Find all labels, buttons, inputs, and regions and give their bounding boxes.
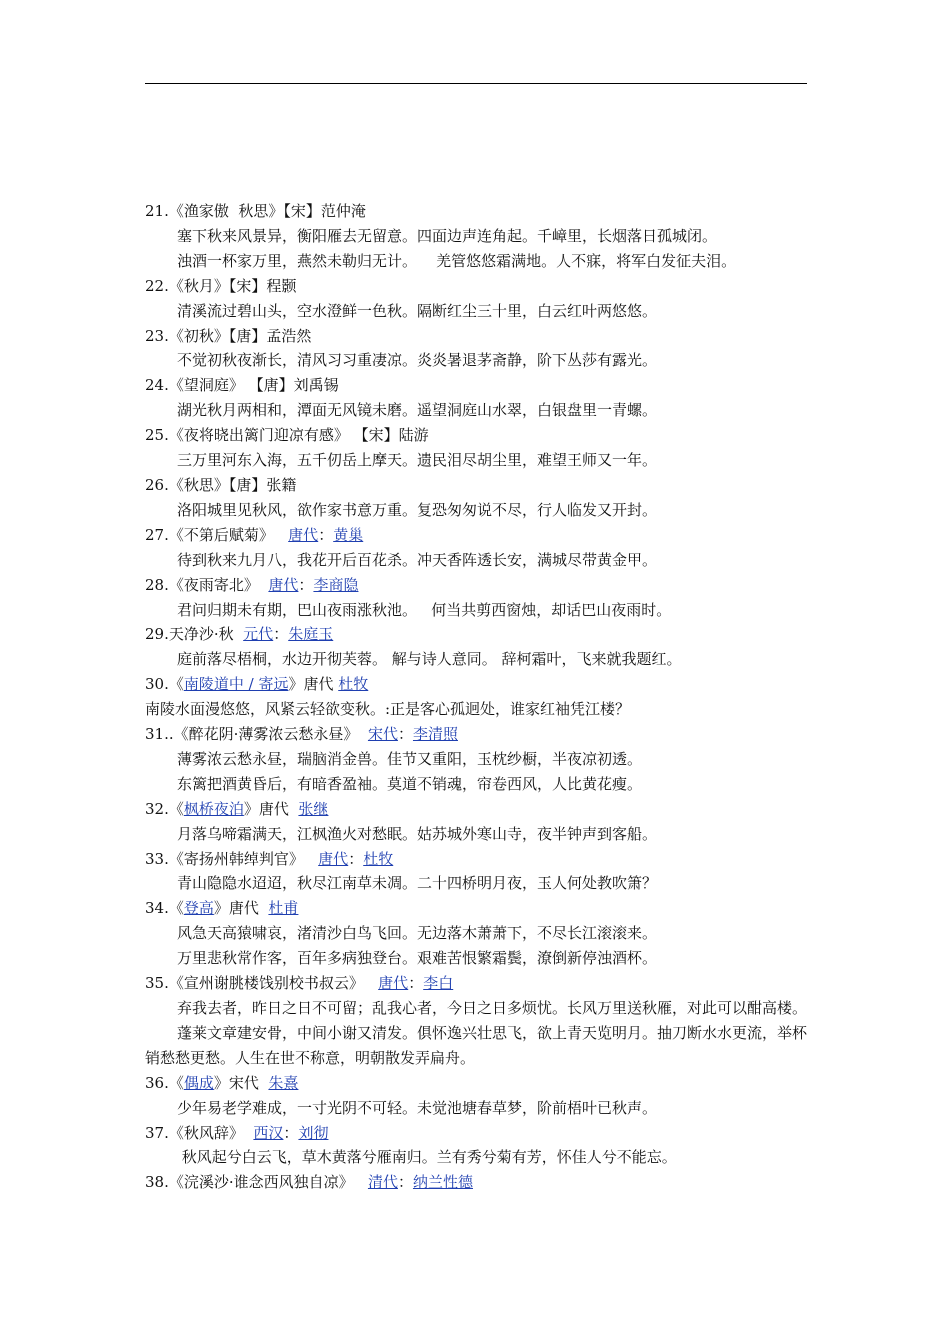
author-link[interactable]: 登高 (183, 899, 214, 918)
poem-line (145, 1096, 813, 1121)
text-segment: 》宋代 (213, 1073, 269, 1092)
author-link[interactable]: 杜牧 (363, 849, 394, 868)
poem-title (145, 423, 813, 448)
poem-title (145, 797, 813, 822)
poem-title (145, 324, 813, 349)
author-link[interactable]: 元代 (243, 625, 274, 644)
text-segment: 36.《 (145, 1073, 184, 1092)
author-link[interactable]: 唐代 (268, 575, 299, 594)
poem-title (145, 847, 813, 872)
poem-line (145, 224, 813, 249)
author-link[interactable]: 张继 (298, 799, 329, 818)
text-segment: 不觉初秋夜渐长，清风习习重凄凉。炎炎暑退茅斋静，阶下丛莎有露光。 (177, 351, 658, 370)
text-segment: ： (348, 849, 364, 868)
text-segment: 弃我去者，昨日之日不可留；乱我心者，今日之日多烦忧。长风万里送秋雁，对此可以酣高楼。 (177, 999, 808, 1017)
text-segment: 庭前落尽梧桐，水边开彻芙蓉。 解与诗人意同。 辞柯霜叶，飞来就我题红。 (177, 650, 682, 669)
poem-line (145, 498, 813, 523)
text-segment: ： (298, 575, 314, 594)
text-segment: ： (273, 625, 289, 644)
text-segment: 》唐代 (213, 899, 269, 918)
poem-title (145, 523, 813, 548)
poem-title (145, 573, 813, 598)
poem-line (145, 398, 813, 423)
text-segment: 28.《夜雨寄北》 (145, 575, 269, 594)
text-segment: 34.《 (145, 899, 184, 918)
text-segment: 青山隐隐水迢迢，秋尽江南草未凋。二十四桥明月夜，玉人何处教吹箫？ (177, 874, 658, 893)
author-link[interactable]: 纳兰性德 (412, 1173, 473, 1192)
poem-line (145, 548, 813, 573)
text-segment: 清溪流过碧山头，空水澄鲜一色秋。隔断红尘三十里，白云红叶两悠悠。 (177, 301, 658, 320)
poem-line (145, 348, 813, 373)
text-segment: 万里悲秋常作客，百年多病独登台。艰难苦恨繁霜鬓，潦倒新停浊酒杯。 (177, 949, 658, 968)
author-link[interactable]: 南陵道中 / 寄远 (183, 675, 289, 694)
text-segment: 22.《秋月》【宋】程颢 (145, 276, 297, 295)
poem-title (145, 896, 813, 921)
poem-title (145, 274, 813, 299)
text-segment: 浊酒一杯家万里，燕然未勒归无计。 羌管悠悠霜满地。人不寐，将军白发征夫泪。 (177, 251, 737, 270)
poem-line (145, 598, 813, 623)
poem-title (145, 199, 813, 224)
poem-title (145, 672, 813, 697)
text-segment: 蓬莱文章建安骨，中间小谢又清发。俱怀逸兴壮思飞，欲上青天览明月。抽刀断水水更流，举杯销愁愁更愁。人生在世不称意，明朝散发弄扁舟。 (145, 1023, 808, 1067)
poem-title (145, 1071, 813, 1096)
text-segment: 湖光秋月两相和，潭面无风镜未磨。遥望洞庭山水翠，白银盘里一青螺。 (177, 401, 658, 420)
text-segment: ： (283, 1123, 299, 1142)
poem-line (145, 1145, 813, 1170)
poem-document (145, 199, 813, 1195)
author-link[interactable]: 杜牧 (338, 675, 369, 694)
poem-line (145, 647, 813, 672)
author-link[interactable]: 朱庭玉 (288, 625, 334, 644)
text-segment: 洛阳城里见秋风，欲作家书意万重。复恐匆匆说不尽，行人临发又开封。 (177, 500, 658, 519)
text-segment: 》唐代 (243, 799, 299, 818)
poem-line (145, 299, 813, 324)
poem-title (145, 722, 813, 747)
text-segment: 秋风起兮白云飞，草木黄落兮雁南归。兰有秀兮菊有芳，怀佳人兮不能忘。 (177, 1148, 677, 1167)
poem-line (145, 772, 813, 797)
text-segment: 东篱把酒黄昏后，有暗香盈袖。莫道不销魂，帘卷西风，人比黄花瘦。 (177, 774, 643, 793)
author-link[interactable]: 李商隐 (313, 575, 359, 594)
author-link[interactable]: 刘彻 (298, 1123, 329, 1142)
text-segment: ： (408, 974, 424, 993)
author-link[interactable]: 黄巢 (333, 525, 364, 544)
text-segment: 南陵水面漫悠悠，风紧云轻欲变秋。:正是客心孤迥处，谁家红袖凭江楼？ (145, 700, 631, 719)
poem-line (145, 747, 813, 772)
text-segment: 37.《秋风辞》 (145, 1123, 254, 1142)
author-link[interactable]: 唐代 (318, 849, 349, 868)
poem-line (145, 448, 813, 473)
text-segment: 少年易老学难成，一寸光阴不可轻。未觉池塘春草梦，阶前梧叶已秋声。 (177, 1098, 658, 1117)
text-segment: 风急天高猿啸哀，渚清沙白鸟飞回。无边落木萧萧下，不尽长江滚滚来。 (177, 924, 658, 943)
author-link[interactable]: 唐代 (288, 525, 319, 544)
poem-title (145, 473, 813, 498)
text-segment: 26.《秋思》【唐】张籍 (145, 475, 297, 494)
text-segment: 君问归期未有期，巴山夜雨涨秋池。 何当共剪西窗烛，却话巴山夜雨时。 (177, 600, 672, 619)
poem-title (145, 1170, 813, 1195)
text-segment: 25.《夜将晓出篱门迎凉有感》 【宋】陆游 (145, 426, 429, 445)
text-segment: 35.《宣州谢朓楼饯别校书叔云》 (145, 974, 379, 993)
text-segment: ： (397, 725, 413, 744)
text-segment: 月落乌啼霜满天，江枫渔火对愁眠。姑苏城外寒山寺，夜半钟声到客船。 (177, 824, 658, 843)
author-link[interactable]: 唐代 (378, 974, 409, 993)
poem-line (145, 249, 813, 274)
text-segment: 31..《醉花阴·薄雾浓云愁永昼》 (145, 725, 368, 744)
poem-line (145, 946, 813, 971)
text-segment: 33.《寄扬州韩绰判官》 (145, 849, 319, 868)
text-segment: 30.《 (145, 675, 184, 694)
poem-line (145, 996, 813, 1021)
text-segment: 》唐代 (288, 675, 339, 694)
poem-title (145, 971, 813, 996)
text-segment: 24.《望洞庭》 【唐】刘禹锡 (145, 376, 339, 395)
text-segment: 29.天净沙·秋 (145, 625, 244, 644)
poem-title (145, 373, 813, 398)
text-segment: 待到秋来九月八，我花开后百花杀。冲天香阵透长安，满城尽带黄金甲。 (177, 550, 658, 569)
author-link[interactable]: 清代 (367, 1173, 398, 1192)
header-rule (145, 83, 807, 84)
text-segment: 塞下秋来风景异，衡阳雁去无留意。四面边声连角起。千嶂里，长烟落日孤城闭。 (177, 226, 718, 245)
text-segment: 21.《渔家傲 秋思》【宋】范仲淹 (145, 202, 366, 220)
text-segment: 薄雾浓云愁永昼，瑞脑消金兽。佳节又重阳，玉枕纱橱，半夜凉初透。 (177, 749, 643, 768)
poem-line (145, 1021, 813, 1071)
author-link[interactable]: 偶成 (183, 1073, 214, 1092)
text-segment: 三万里河东入海，五千仞岳上摩天。遗民泪尽胡尘里，难望王师又一年。 (177, 451, 658, 470)
text-segment: 23.《初秋》【唐】孟浩然 (145, 326, 312, 345)
poem-title (145, 1121, 813, 1146)
author-link[interactable]: 李白 (423, 974, 454, 993)
poem-line (145, 921, 813, 946)
author-link[interactable]: 李清照 (412, 725, 458, 744)
poem-line (145, 871, 813, 896)
poem-title (145, 622, 813, 647)
author-link[interactable]: 枫桥夜泊 (183, 799, 244, 818)
author-link[interactable]: 朱熹 (268, 1073, 299, 1092)
text-segment: 38.《浣溪沙·谁念西风独自凉》 (145, 1173, 368, 1192)
author-link[interactable]: 宋代 (367, 725, 398, 744)
author-link[interactable]: 西汉 (253, 1123, 284, 1142)
text-segment: ： (397, 1173, 413, 1192)
text-segment: 32.《 (145, 799, 184, 818)
author-link[interactable]: 杜甫 (268, 899, 299, 918)
text-segment: ： (318, 525, 334, 544)
poem-line (145, 697, 813, 722)
poem-line (145, 822, 813, 847)
text-segment: 27.《不第后赋菊》 (145, 525, 289, 544)
